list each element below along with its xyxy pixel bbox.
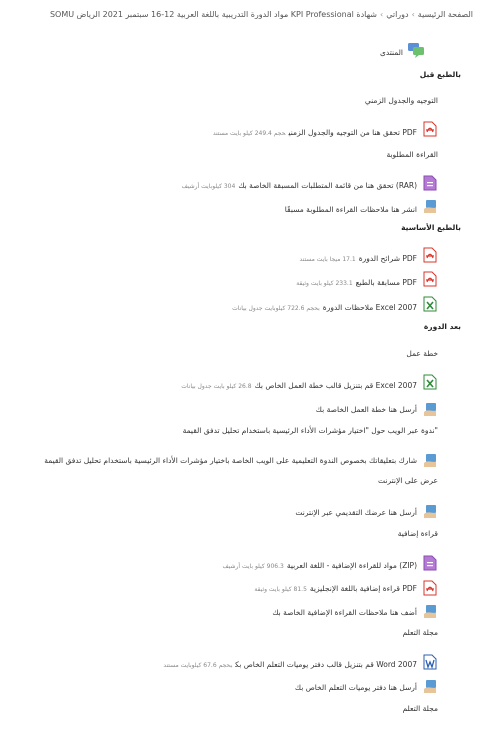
assignment-icon <box>423 198 437 214</box>
share-feedback-link[interactable] <box>44 456 417 465</box>
breadcrumb-courses[interactable]: دوراتي <box>386 10 409 19</box>
forum-icon[interactable] <box>407 42 425 58</box>
zip-materials-link[interactable] <box>222 561 417 570</box>
archive-icon <box>423 555 437 571</box>
post-notes-link[interactable] <box>285 205 417 214</box>
rar-prereq-link[interactable] <box>182 181 417 190</box>
send-journal-label: أرسل هنا دفتر يوميات التعلم الخاص بك <box>294 683 417 692</box>
post-notes-label: انشر هنا ملاحظات القراءة المطلوبة مسبقًا <box>284 205 417 214</box>
rar-prereq-meta: 304 كيلوبايت أرشيف <box>181 183 236 190</box>
zip-materials-meta: 906.3 كيلو بايت أرشيف <box>222 563 284 570</box>
excel-plan-meta: 26.8 كيلو بايت جدول بيانات <box>181 383 252 390</box>
pdf-english-label: PDF قراءة إضافية باللغة الإنجليزية <box>309 584 417 593</box>
slides-link[interactable] <box>299 254 417 263</box>
pdf-icon <box>423 247 437 263</box>
send-journal-link[interactable] <box>295 683 417 692</box>
label-learning-journal-2: مجلة التعلم <box>402 704 438 713</box>
pdf-english-meta: 81.5 كيلو بايت وثيقة <box>254 586 307 593</box>
breadcrumb <box>4 10 473 19</box>
pdf-orientation-link[interactable] <box>213 128 417 137</box>
pdf-orientation-label: PDF تحقق هنا من التوجيه والجدول الزمني <box>288 128 417 137</box>
excel-notes-meta: بحجم 722.6 كيلوبايت جدول بيانات <box>232 305 320 312</box>
feedback-icon <box>423 452 437 468</box>
pdf-english-link[interactable] <box>254 584 417 593</box>
pdf-icon <box>423 580 437 596</box>
excel-icon <box>423 374 437 390</box>
slides-label: PDF شرائح الدورة <box>358 254 417 263</box>
forum-link[interactable] <box>380 48 403 57</box>
send-presentation-link[interactable] <box>295 508 417 517</box>
section-heading-after: بعد الدورة <box>423 322 461 331</box>
rar-prereq-label: (RAR) تحقق هنا من قائمة المتطلبات المسبقة الخاصة بك <box>238 181 417 190</box>
excel-plan-label: Excel 2007 قم بتنزيل قالب خطة العمل الخاص بك <box>254 381 417 390</box>
label-additional-reading: قراءة إضافية <box>397 529 438 538</box>
breadcrumb-separator: › <box>379 10 384 19</box>
assignment-icon <box>423 603 437 619</box>
add-reading-notes-link[interactable] <box>272 608 417 617</box>
pdf-orientation-meta: حجم 249.4 كيلو بايت مستند <box>212 130 286 137</box>
section-heading-before: بالطبع قبل <box>419 70 461 79</box>
pre-test-meta: 233.1 كيلو بايت وثيقة <box>296 280 353 287</box>
word-journal-label: Word 2007 قم بتنزيل قالب دفتر يوميات التعلم الخاص بك <box>235 660 417 669</box>
label-learning-journal: مجلة التعلم <box>402 628 438 637</box>
label-required-reading: القراءة المطلوبة <box>386 150 438 159</box>
pre-test-link[interactable] <box>296 278 417 287</box>
slides-meta: 17.1 ميجا بايت مستند <box>299 256 356 263</box>
breadcrumb-home[interactable]: الصفحة الرئيسية <box>417 10 473 19</box>
archive-icon <box>423 175 437 191</box>
breadcrumb-course[interactable]: شهادة KPI Professional مواد الدورة التدريبية باللغة العربية 12-16 سبتمبر 2021 الرياض SOMU <box>49 10 377 19</box>
assignment-icon <box>423 401 437 417</box>
add-reading-notes-label: أضف هنا ملاحظات القراءة الإضافية الخاصة بك <box>272 608 417 617</box>
zip-materials-label: (ZIP) مواد للقراءة الإضافية - اللغة العربية <box>286 561 417 570</box>
pre-test-label: PDF مسابقة بالطبع <box>355 278 417 287</box>
word-journal-link[interactable] <box>163 660 417 669</box>
word-icon <box>423 654 437 670</box>
pdf-icon <box>423 121 437 137</box>
excel-icon <box>423 296 437 312</box>
send-plan-link[interactable] <box>316 405 417 414</box>
assignment-icon <box>423 678 437 694</box>
word-journal-meta: بحجم 67.6 كيلوبايت مستند <box>163 662 233 669</box>
label-webinar-title: "ندوة عبر الويب حول "اختيار مؤشرات الأداء الرئيسية باستخدام تحليل تدفق القيمة <box>182 426 438 435</box>
send-plan-label: أرسل هنا خطة العمل الخاصة بك <box>315 405 417 414</box>
excel-plan-link[interactable] <box>181 381 417 390</box>
label-orientation: التوجيه والجدول الزمني <box>364 96 438 105</box>
excel-notes-label: Excel 2007 ملاحظات الدورة <box>322 303 417 312</box>
label-online-presentation: عرض على الإنترنت <box>378 476 438 485</box>
forum-label: المنتدى <box>379 48 403 57</box>
excel-notes-link[interactable] <box>232 303 417 312</box>
assignment-icon <box>423 503 437 519</box>
share-feedback-label: شارك بتعليقاتك بخصوص الندوة التعليمية على الويب الخاصة باختيار مؤشرات الأداء الرئيسية باستخدام تحليل تدفق القيمة <box>44 456 417 465</box>
label-work-plan: خطة عمل <box>406 349 438 358</box>
pdf-icon <box>423 271 437 287</box>
send-presentation-label: أرسل هنا عرضك التقديمي عبر الإنترنت <box>295 508 417 517</box>
breadcrumb-separator: › <box>411 10 415 19</box>
section-heading-basic: بالطبع الأساسية <box>401 223 461 232</box>
